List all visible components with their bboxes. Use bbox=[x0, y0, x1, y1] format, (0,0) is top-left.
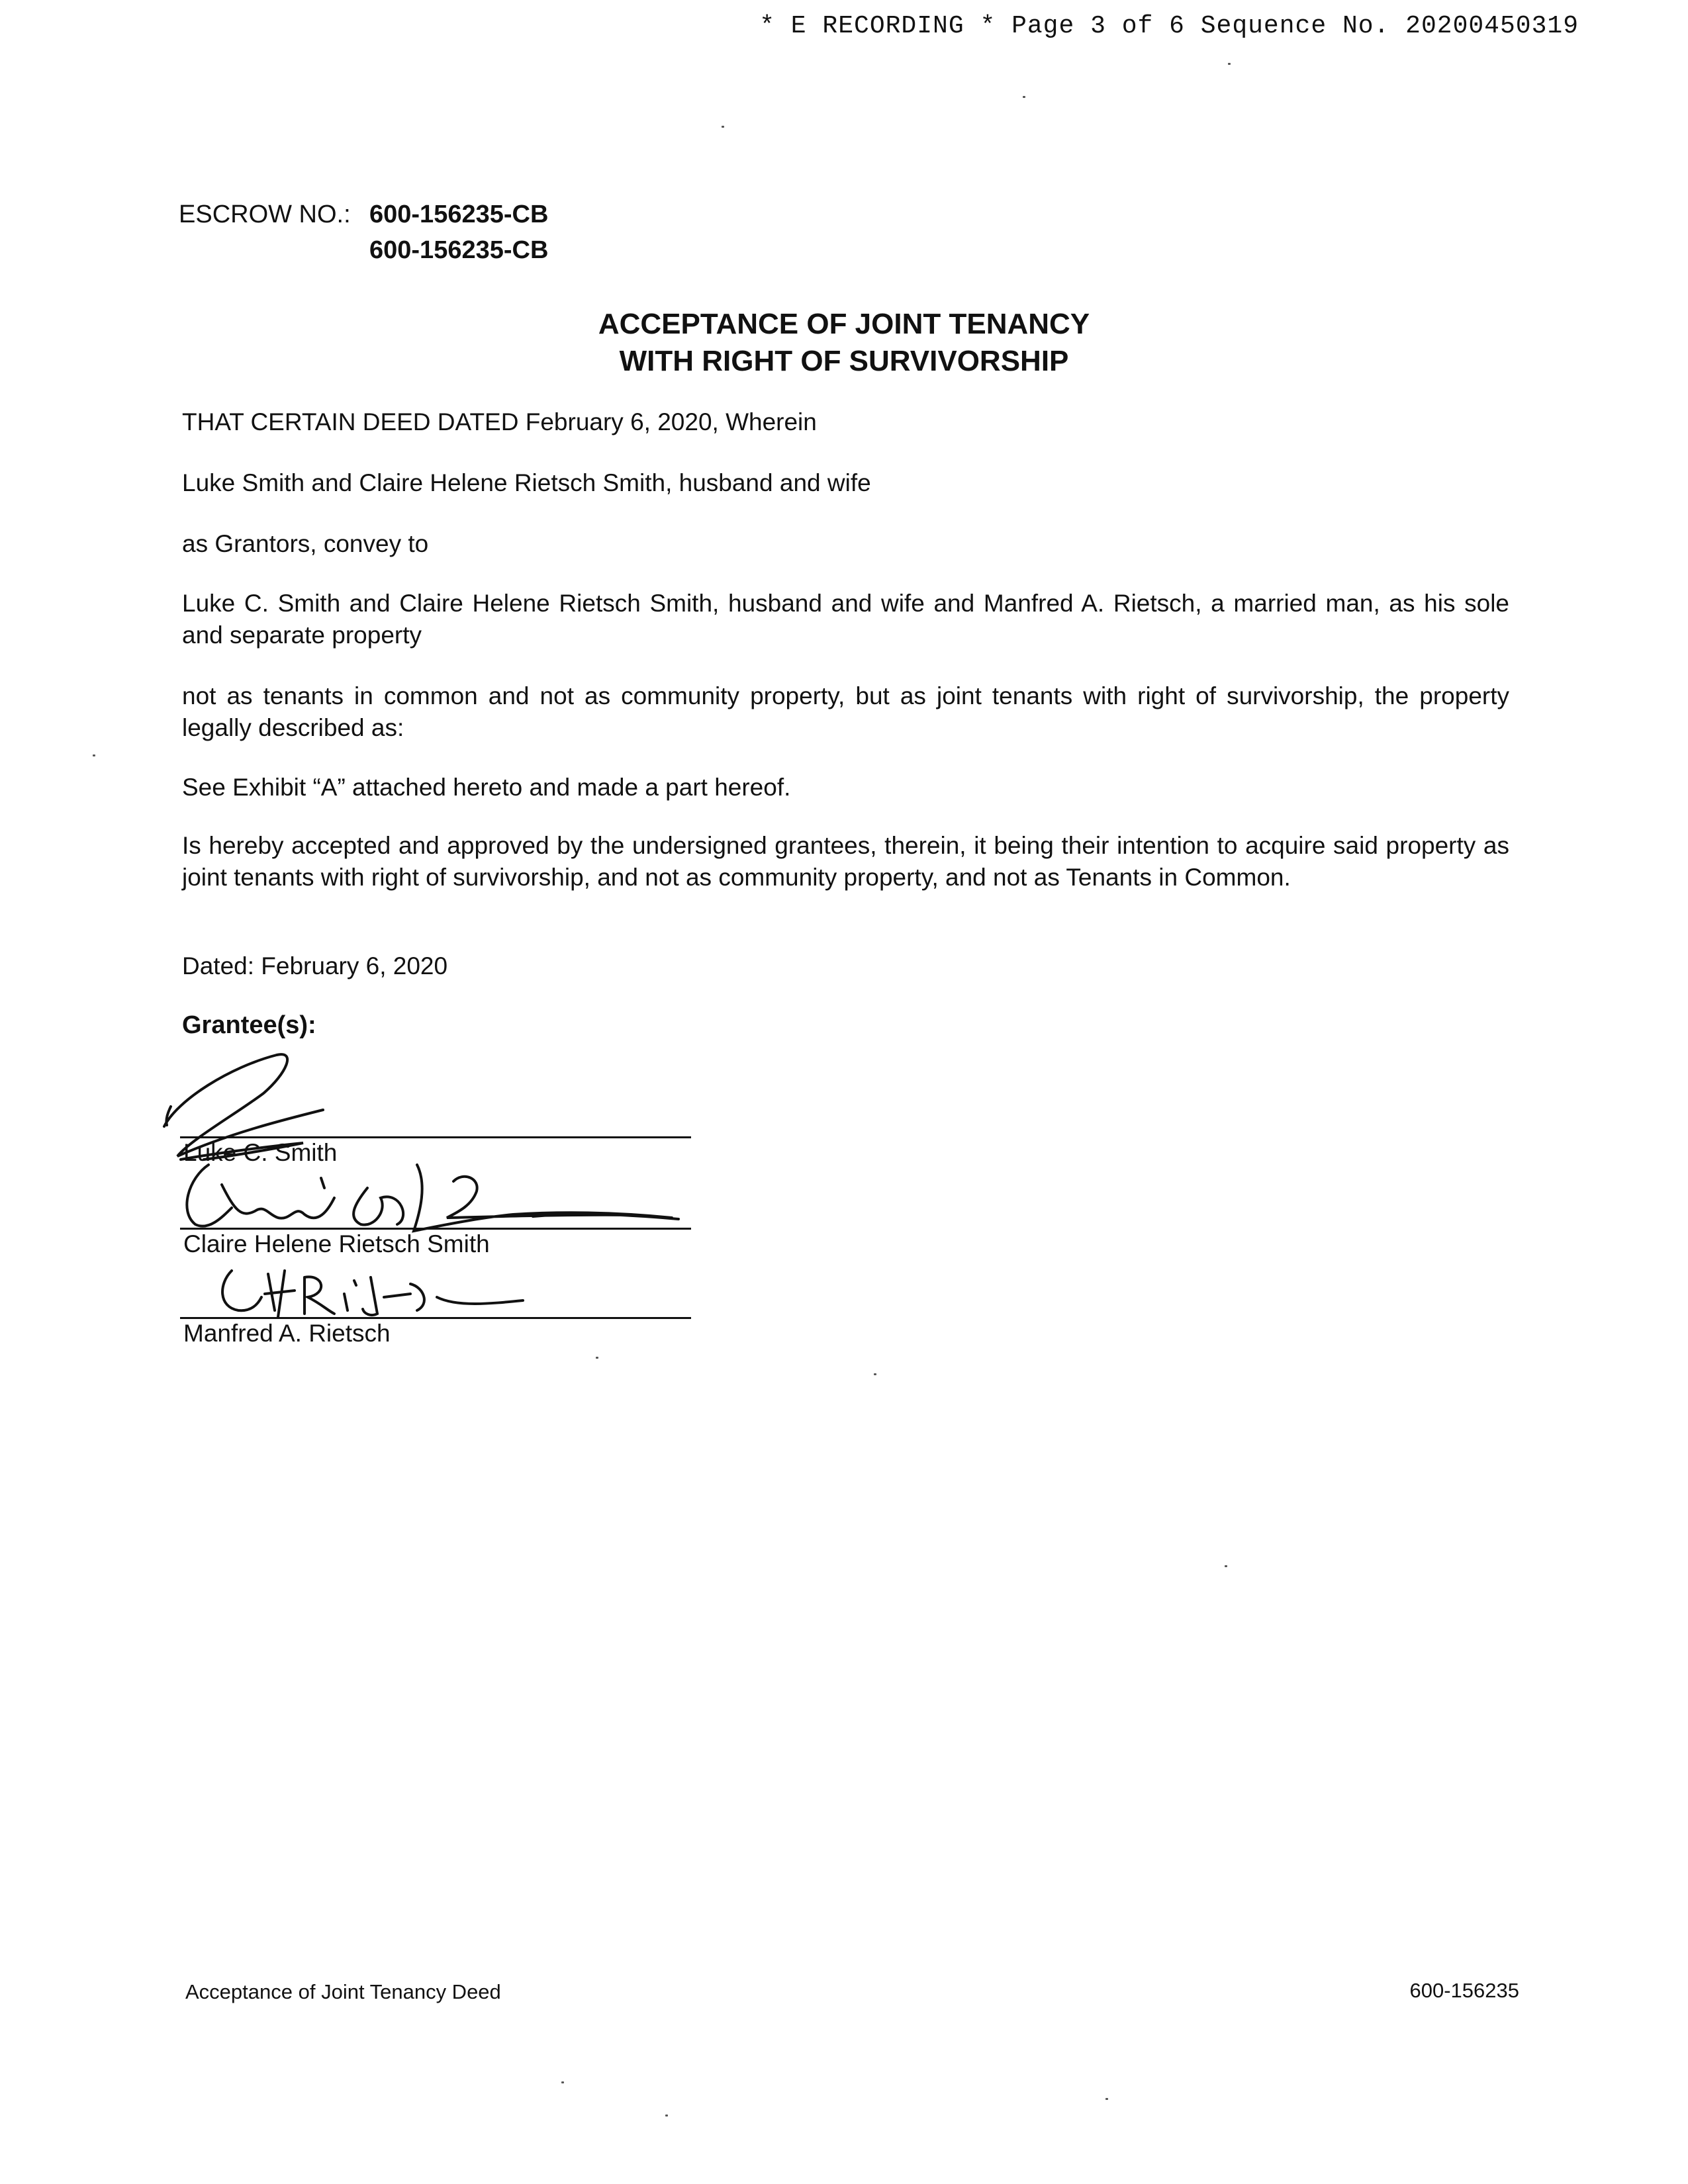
scan-speck bbox=[1023, 96, 1025, 98]
dated-line: Dated: February 6, 2020 bbox=[182, 952, 448, 979]
title-line-2: WITH RIGHT OF SURVIVORSHIP bbox=[619, 345, 1069, 377]
grantee-name: Luke C. Smith bbox=[183, 1139, 338, 1166]
grantee-name: Manfred A. Rietsch bbox=[183, 1320, 391, 1347]
document-title bbox=[0, 306, 1688, 380]
paragraph-acceptance: Is hereby accepted and approved by the undersigned grantees, therein, it being their intention to acquire said property as joint tenants with right of survivorship, and not as community property, and not as Tenants in Common. bbox=[182, 832, 1509, 891]
paragraph-deed-date: THAT CERTAIN DEED DATED February 6, 2020, Wherein bbox=[182, 408, 817, 435]
paragraph-exhibit: See Exhibit “A” attached hereto and made a part hereof. bbox=[182, 774, 791, 801]
scan-speck bbox=[93, 754, 95, 756]
escrow-label: ESCROW NO.: bbox=[179, 201, 351, 228]
scan-speck bbox=[1225, 1565, 1227, 1567]
escrow-number: 600-156235-CB bbox=[369, 236, 549, 264]
escrow-number: 600-156235-CB bbox=[369, 201, 549, 228]
footer-escrow-number: 600-156235 bbox=[1409, 1979, 1519, 2002]
escrow-row-1 bbox=[179, 197, 548, 232]
scan-speck bbox=[1228, 63, 1231, 65]
recording-header: * E RECORDING * Page 3 of 6 Sequence No. 20200450319 bbox=[759, 12, 1579, 40]
grantees-label: Grantee(s): bbox=[182, 1011, 316, 1039]
scan-speck bbox=[665, 2115, 668, 2116]
footer-document-title: Acceptance of Joint Tenancy Deed bbox=[185, 1980, 501, 2003]
signature-manfred-rietsch bbox=[212, 1257, 530, 1324]
escrow-row-2 bbox=[179, 232, 548, 268]
scan-speck bbox=[596, 1357, 598, 1359]
escrow-block bbox=[179, 197, 548, 268]
paragraph-grantors: Luke Smith and Claire Helene Rietsch Smith, husband and wife bbox=[182, 469, 871, 496]
scan-speck bbox=[1105, 2098, 1108, 2100]
scan-speck bbox=[874, 1373, 876, 1375]
escrow-label-spacer bbox=[179, 232, 369, 268]
paragraph-tenancy: not as tenants in common and not as community property, but as joint tenants with right of survivorship, the property legally described as: bbox=[182, 682, 1509, 741]
paragraph-grantees: Luke C. Smith and Claire Helene Rietsch Smith, husband and wife and Manfred A. Rietsch, a married man, as his sole and separate property bbox=[182, 590, 1509, 649]
paragraph-convey: as Grantors, convey to bbox=[182, 530, 429, 557]
scan-speck bbox=[722, 126, 724, 128]
scan-speck bbox=[561, 2081, 564, 2083]
title-line-1: ACCEPTANCE OF JOINT TENANCY bbox=[598, 308, 1090, 340]
grantee-name: Claire Helene Rietsch Smith bbox=[183, 1230, 490, 1257]
